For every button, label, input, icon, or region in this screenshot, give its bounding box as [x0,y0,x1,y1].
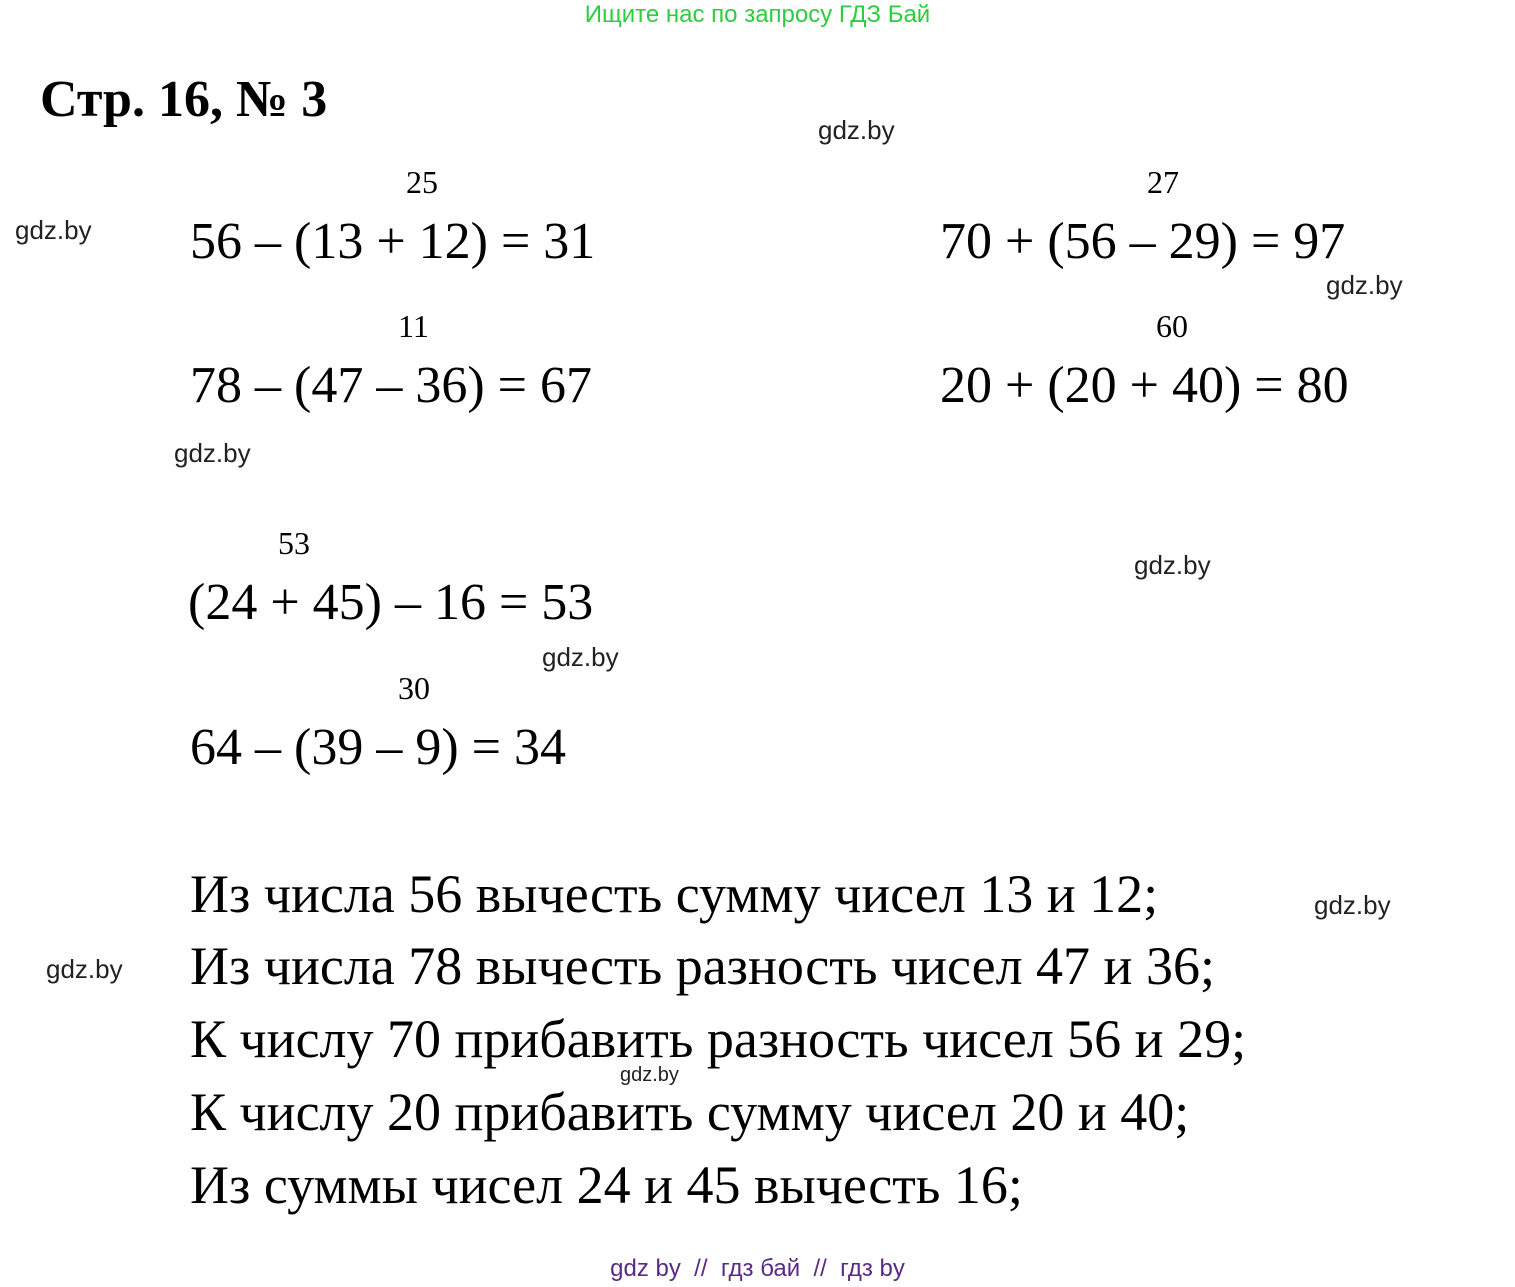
equation: 20 + (20 + 40) = 80 [940,357,1349,414]
equation: 56 – (13 + 12) = 31 [190,213,596,270]
description-line: Из суммы чисел 24 и 45 вычесть 16; [190,1155,1023,1215]
description-line: Из числа 78 вычесть разность чисел 47 и 36; [190,936,1215,996]
intermediate-result: 53 [278,525,310,561]
page-title: Стр. 16, № 3 [40,71,328,128]
watermark: gdz.by [1134,550,1211,580]
search-banner: Ищите нас по запросу ГДЗ Бай [584,1,931,28]
description-line: К числу 20 прибавить сумму чисел 20 и 40; [190,1082,1190,1142]
equation: 78 – (47 – 36) = 67 [190,357,592,414]
intermediate-result: 30 [398,670,430,706]
watermark: gdz.by [174,438,251,468]
watermark: gdz.by [46,954,123,984]
watermark: gdz.by [1314,890,1391,920]
watermark: gdz.by [1326,270,1403,300]
footer-links: gdz by // гдз бай // гдз by [610,1255,905,1282]
intermediate-result: 11 [398,308,429,344]
equation: 64 – (39 – 9) = 34 [190,719,566,776]
watermark: gdz.by [818,115,895,145]
equation: (24 + 45) – 16 = 53 [188,574,594,631]
description-line: Из числа 56 вычесть сумму чисел 13 и 12; [190,864,1159,924]
equation: 70 + (56 – 29) = 97 [940,213,1346,270]
watermark: gdz.by [15,215,92,245]
watermark: gdz.by [620,1064,679,1086]
intermediate-result: 27 [1147,164,1179,200]
intermediate-result: 60 [1156,308,1188,344]
description-line: К числу 70 прибавить разность чисел 56 и 29; [190,1009,1247,1069]
watermark: gdz.by [542,642,619,672]
intermediate-result: 25 [406,164,438,200]
